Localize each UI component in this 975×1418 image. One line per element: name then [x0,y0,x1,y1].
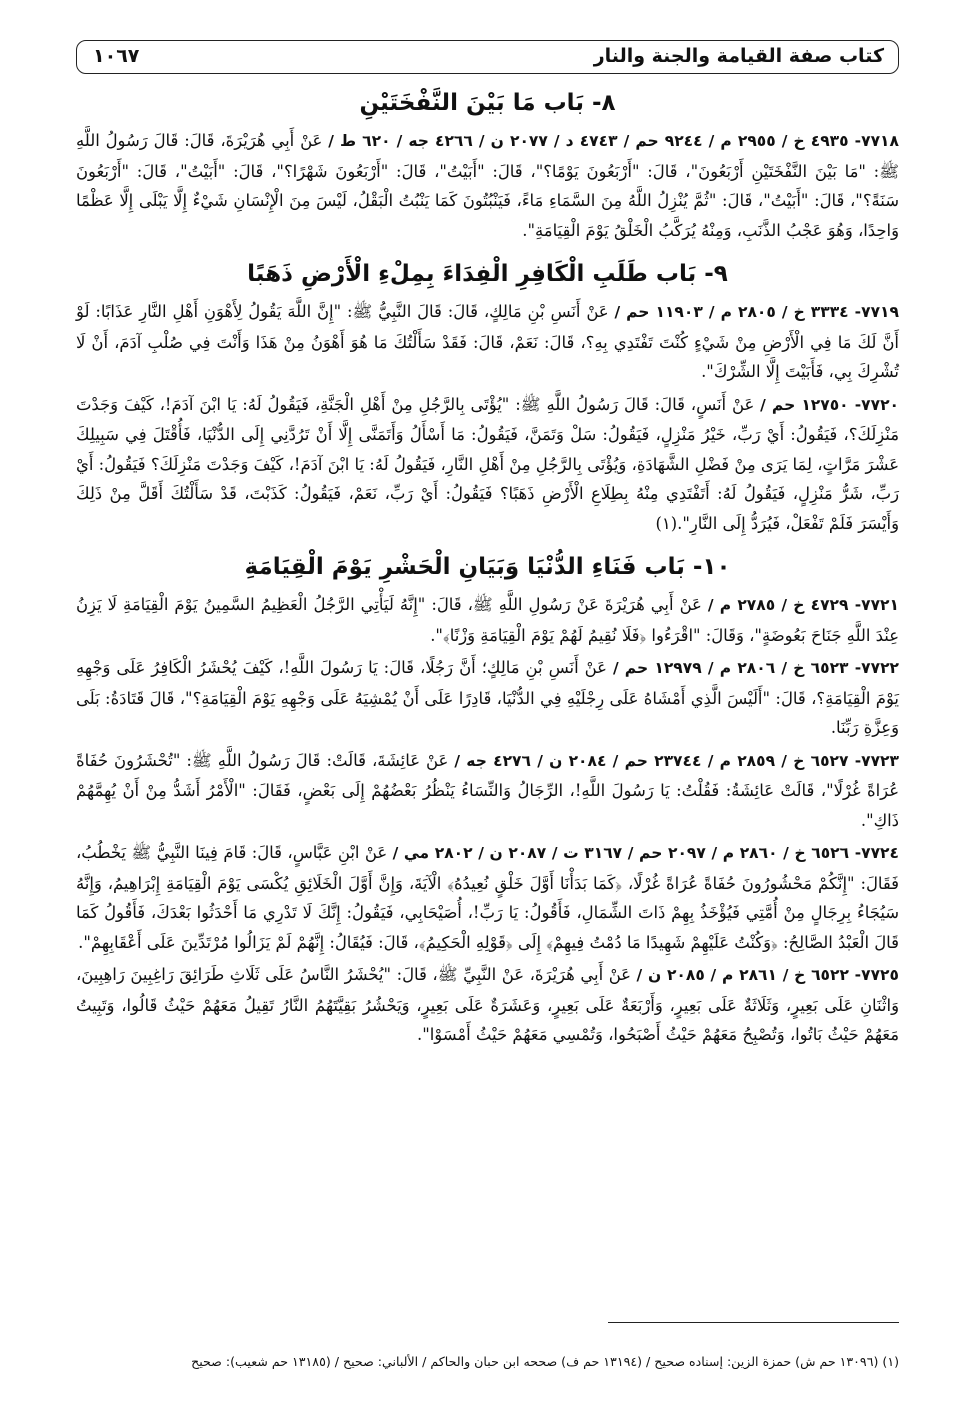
hadith-references: ٧٧١٨- ٤٩٣٥ خ / ٢٩٥٥ م / ٩٢٤٤ حم / ٤٧٤٣ د / ٢٠٧٧ ن / ٤٢٦٦ جه / ٦٢٠ ط / [328,132,899,150]
hadith-entry [76,746,899,836]
hadith-entry [76,590,899,650]
hadith-text: عَنْ أَبِي هُرَيْرَةَ عَنْ رَسُولِ اللَّهِ ﷺ، قَالَ: "إِنَّهُ لَيَأْتِي الرَّجُلُ الْعَظِيمُ السَّمِينُ يَوْمَ الْقِيَامَةِ لَا يَزِنُ عِنْدَ اللَّهِ جَنَاحَ بَعُوضَةٍ"، وَقَالَ: "اقْرَءُوا ﴿فَلَا نُقِيمُ لَهُمْ يَوْمَ الْقِيَامَةِ وَزْنًا﴾". [76,595,899,645]
chapter-heading: ٨- بَاب مَا بَيْنَ النَّفْخَتَيْنِ [359,90,616,116]
hadith-references: ٧٧٢١- ٤٧٢٩ خ / ٢٧٨٥ م / [707,596,899,614]
book-title: كتاب صفة القيامة والجنة والنار [593,45,884,67]
chapter-heading: ١٠- بَاب فَنَاءِ الدُّنْيَا وَبَيَانِ الْحَشْرِ يَوْمَ الْقِيَامَةِ [244,554,731,580]
hadith-text: عَنْ ابْنِ عَبَّاسٍ، قَالَ: قَامَ فِينَا النَّبِيُّ ﷺ يَخْطُبُ، فَقَالَ: "إِنَّكُمْ مَحْشُورُونَ حُفَاةً عُرَاةً غُرْلًا، ﴿كَمَا بَدَأْنَا أَوَّلَ خَلْقٍ نُعِيدُهُ﴾ الْآيَةَ، وَإِنَّ أَوَّلَ الْخَلَائِقِ يُكْسَى يَوْمَ الْقِيَامَةِ إِبْرَاهِيمُ، وَإِنَّهُ سَيُجَاءُ بِرِجَالٍ مِنْ أُمَّتِي فَيُؤْخَذُ بِهِمْ ذَاتَ الشِّمَالِ، فَأَقُولُ: يَا رَبِّ!، أُصَيْحَابِي، فَيَقُولُ: إِنَّكَ لَا تَدْرِي مَا أَحْدَثُوا بَعْدَكَ، فَأَقُولُ كَمَا قَالَ الْعَبْدُ الصَّالِحُ: ﴿وَكُنْتُ عَلَيْهِمْ شَهِيدًا مَا دُمْتُ فِيهِمْ﴾ إِلَى ﴿قَوْلِهِ الْحَكِيمُ﴾، قَالَ: فَيُقَالُ: إِنَّهُمْ لَمْ يَزَالُوا مُرْتَدِّينَ عَلَى أَعْقَابِهِمْ". [76,843,899,952]
hadith-entry [76,390,899,539]
hadith-entry [76,838,899,957]
hadith-entry [76,960,899,1050]
page-body [76,40,899,1053]
hadith-references: ٧٧١٩- ٣٣٣٤ خ / ٢٨٠٥ م / ١١٩٠٣ حم / [614,303,899,321]
hadith-entry [76,297,899,387]
hadith-references: ٧٧٢٢- ٦٥٢٣ خ / ٢٨٠٦ م / ١٢٩٧٩ حم / [612,659,899,677]
hadith-text: عَنْ أَنَسِ بْنِ مَالِكٍ؛ أَنَّ رَجُلًا، قَالَ: يَا رَسُولَ اللَّهِ!، كَيْفَ يُحْشَرُ الْكَافِرُ عَلَى وَجْهِهِ يَوْمَ الْقِيَامَةِ؟، قَالَ: "أَلَيْسَ الَّذِي أَمْشَاهُ عَلَى رِجْلَيْهِ فِي الدُّنْيَا، قَادِرًا عَلَى أَنْ يُمْشِيَهُ عَلَى وَجْهِهِ يَوْمَ الْقِيَامَةِ؟"، قَالَ قَتَادَةُ: بَلَى وَعِزَّةِ رَبِّنَا. [76,658,899,737]
chapter-heading: ٩- بَاب طَلَبِ الْكَافِرِ الْفِدَاءَ بِمِلْءِ الْأَرْضِ ذَهَبًا [247,261,728,287]
hadith-text: عَنْ أَبِي هُرَيْرَةَ، قَالَ: قَالَ رَسُولُ اللَّهِ ﷺ: "مَا بَيْنَ النَّفْخَتَيْنِ أَرْبَعُونَ"، قَالَ: "أَرْبَعُونَ يَوْمًا؟"، قَالَ: "أَبَيْتُ"، قَالَ: "أَرْبَعُونَ شَهْرًا؟"، قَالَ: "أَبَيْتُ"، قَالَ: "أَرْبَعُونَ سَنَةً؟"، قَالَ: "أَبَيْتُ"، قَالَ: "ثُمَّ يُنْزِلُ اللَّهُ مِنَ السَّمَاءِ مَاءً، فَيَنْبُتُونَ كَمَا يَنْبُتُ الْبَقْلُ، لَيْسَ مِنَ الْإِنْسَانِ شَيْءٌ إِلَّا يَبْلَى إِلَّا عَظْمًا وَاحِدًا، وَهُوَ عَجْبُ الذَّنَبِ، وَمِنْهُ يُرَكَّبُ الْخَلْقُ يَوْمَ الْقِيَامَةِ". [76,131,899,240]
hadith-entry [76,126,899,245]
hadith-text: عَنْ أَنَسِ بْنِ مَالِكٍ، قَالَ: قَالَ النَّبِيُّ ﷺ: "إِنَّ اللَّهَ يَقُولُ لِأَهْوَنِ أَهْلِ النَّارِ عَذَابًا: لَوْ أَنَّ لَكَ مَا فِي الْأَرْضِ مِنْ شَيْءٍ كُنْتَ تَفْتَدِي بِهِ؟، قَالَ: نَعَمْ، قَالَ: فَقَدْ سَأَلْتُكَ مَا هُوَ أَهْوَنُ مِنْ هَذَا وَأَنْتَ فِي صُلْبِ آدَمَ، أَنْ لَا تُشْرِكَ بِي، فَأَبَيْتَ إِلَّا الشِّرْكَ". [76,302,899,381]
hadith-text: عَنْ أَبِي هُرَيْرَةَ، عَنْ النَّبِيِّ ﷺ، قَالَ: "يُحْشَرُ النَّاسُ عَلَى ثَلَاثِ طَرَائِقَ رَاغِبِينَ رَاهِبِينَ، وَاثْنَانِ عَلَى بَعِيرٍ، وَثَلَاثَةٌ عَلَى بَعِيرٍ، وَأَرْبَعَةٌ عَلَى بَعِيرٍ، وَعَشَرَةٌ عَلَى بَعِيرٍ، وَيَحْشُرُ بَقِيَّتَهُمُ النَّارُ تَقِيلُ مَعَهُمْ حَيْثُ قَالُوا، وَتَبِيتُ مَعَهُمْ حَيْثُ بَاتُوا، وَتُصْبِحُ مَعَهُمْ حَيْثُ أَصْبَحُوا، وَتُمْسِي مَعَهُمْ حَيْثُ أَمْسَوْا". [76,965,899,1044]
hadith-references: ٧٧٢٥- ٦٥٢٢ خ / ٢٨٦١ م / ٢٠٨٥ ن / [636,966,899,984]
footnote: (١) (١٣٠٩٦ حم ش) حمزة الزين: إسناده صحيح / (١٣١٩٤ حم ف) صححه ابن حبان والحاكم / الألباني: صحيح / (١٣١٨٥ حم شعيب): صحيح [191,1354,899,1369]
hadith-text: عَنْ أَنَسٍ، قَالَ: قَالَ رَسُولُ اللَّهِ ﷺ: "يُؤْتَى بِالرَّجُلِ مِنْ أَهْلِ الْجَنَّةِ، فَيَقُولُ لَهُ: يَا ابْنَ آدَمَ!، كَيْفَ وَجَدْتَ مَنْزِلَكَ؟، فَيَقُولُ: أَيْ رَبِّ، خَيْرُ مَنْزِلٍ، فَيَقُولُ: سَلْ وَتَمَنَّ، فَيَقُولُ: مَا أَسْأَلُ وَأَتَمَنَّى إِلَّا أَنْ تَرُدَّنِي إِلَى الدُّنْيَا، فَأُقْتَلَ فِي سَبِيلِكَ عَشْرَ مَرَّاتٍ، لِمَا يَرَى مِنْ فَضْلِ الشَّهَادَةِ، وَيُؤْتَى بِالرَّجُلِ مِنْ أَهْلِ النَّارِ، فَيَقُولُ لَهُ: يَا ابْنَ آدَمَ!، كَيْفَ وَجَدْتَ مَنْزِلَكَ؟ فَيَقُولُ: أَيْ رَبِّ، شَرُّ مَنْزِلٍ، فَيَقُولُ لَهُ: أَتَفْتَدِي مِنْهُ بِطِلَاعِ الْأَرْضِ ذَهَبًا؟ فَيَقُولُ: أَيْ رَبِّ، نَعَمْ، فَيَقُولُ: كَذَبْتَ، قَدْ سَأَلْتُكَ أَقَلَّ مِنْ ذَلِكَ وَأَيْسَرَ فَلَمْ تَفْعَلْ، فَيُرَدُّ إِلَى النَّارِ".(١) [76,394,899,533]
hadith-references: ٧٧٢٤- ٦٥٢٦ خ / ٢٨٦٠ م / ٢٠٩٧ حم / ٣١٦٧ ت / ٢٠٨٧ ن / ٢٨٠٢ مي / [392,844,899,862]
hadith-references: ٧٧٢٣- ٦٥٢٧ خ / ٢٨٥٩ م / ٢٣٧٤٤ حم / ٢٠٨٤ ن / ٤٢٧٦ جه / [454,751,899,770]
footnote-divider [608,1322,899,1323]
page-number: ١٠٦٧ [93,45,140,67]
hadith-references: ٧٧٢٠- ١٢٧٥٠ حم / [760,395,899,414]
hadith-entry [76,653,899,743]
hadith-text: عَنْ عَائِشَةَ، قَالَتْ: قَالَ رَسُولُ اللَّهِ ﷺ: "تُحْشَرُونَ حُفَاةً عُرَاةً غُرْلًا"، قَالَتْ عَائِشَةُ: فَقُلْتُ: يَا رَسُولَ اللَّهِ!، الرِّجَالُ وَالنِّسَاءُ يَنْظُرُ بَعْضُهُمْ إِلَى بَعْضٍ، فَقَالَ: "الْأَمْرُ أَشَدُّ مِنْ أَنْ يُهِمَّهُمْ ذَاكِ". [76,750,899,830]
running-header [76,40,899,74]
